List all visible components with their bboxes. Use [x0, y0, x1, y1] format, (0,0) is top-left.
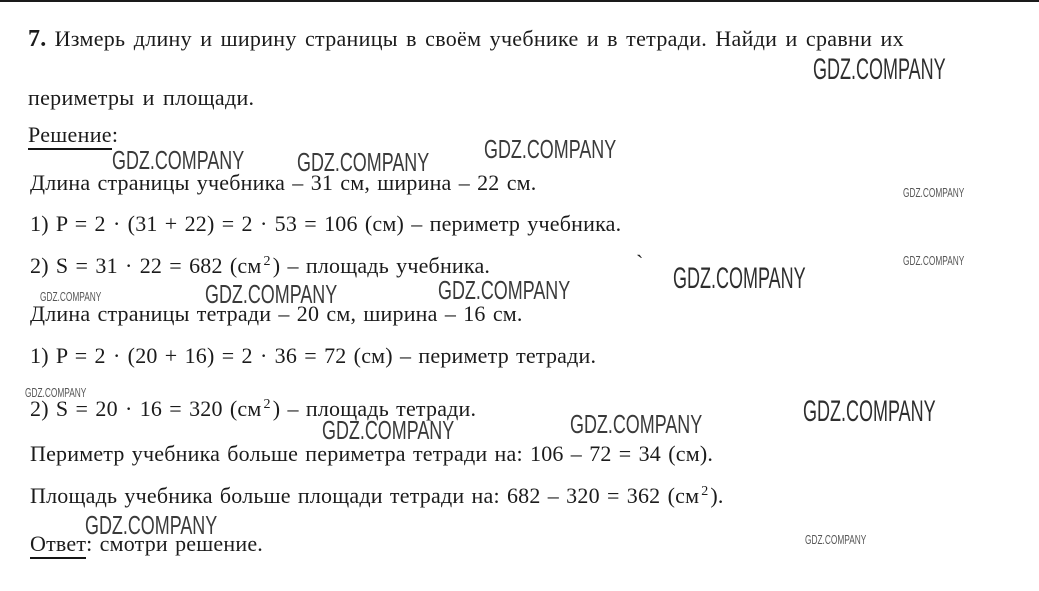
watermark: GDZ.COMPANY [570, 409, 703, 439]
problem-text-1: Измерь длину и ширину страницы в своём учебнике и в тетради. Найди и сравни их [54, 26, 904, 51]
problem-statement-line-1 [28, 26, 904, 52]
solution-line-text: 2) S = 20 · 16 = 320 (см [30, 396, 262, 421]
watermark: GDZ.COMPANY [322, 415, 455, 445]
solution-line-1 [30, 170, 537, 196]
watermark: GDZ.COMPANY [673, 262, 806, 295]
solution-line-text: 1) P = 2 · (20 + 16) = 2 · 36 = 72 (см) – периметр тетради. [30, 343, 597, 368]
problem-text-2: периметры и площади. [28, 85, 255, 110]
watermark: GDZ.COMPANY [40, 289, 102, 304]
watermark: GDZ.COMPANY [903, 185, 965, 200]
problem-number: 7. [28, 26, 47, 52]
scan-edge-line [0, 0, 1039, 2]
solution-line-text: Длина страницы учебника – 31 см, ширина – 22 см. [30, 170, 537, 195]
watermark: GDZ.COMPANY [85, 510, 218, 540]
solution-label: Решение [28, 122, 112, 150]
watermark: GDZ.COMPANY [438, 275, 571, 305]
watermark: GDZ.COMPANY [813, 53, 946, 86]
solution-line-text: Периметр учебника больше периметра тетради на: 106 – 72 = 34 (см). [30, 441, 714, 466]
watermark: GDZ.COMPANY [484, 134, 617, 164]
superscript: 2 [701, 484, 709, 499]
watermark: GDZ.COMPANY [903, 253, 965, 268]
solution-colon: : [111, 122, 119, 147]
answer-text: : смотри решение. [86, 531, 263, 556]
solution-line-text: ) – площадь учебника. [272, 253, 491, 278]
solution-line-text: Площадь учебника больше площади тетради на: 682 – 320 = 362 (см [30, 483, 700, 508]
watermark: GDZ.COMPANY [112, 145, 245, 175]
answer-label: Ответ [30, 531, 86, 559]
solution-line-text: Длина страницы тетради – 20 см, ширина – 16 см. [30, 301, 523, 326]
watermark: GDZ.COMPANY [25, 385, 87, 400]
solution-line-text: 2) S = 31 · 22 = 682 (см [30, 253, 262, 278]
watermark: GDZ.COMPANY [297, 147, 430, 177]
stray-mark: ` [636, 250, 644, 275]
solution-line-text: 1) P = 2 · (31 + 22) = 2 · 53 = 106 (см) – периметр учебника. [30, 211, 622, 236]
solution-line-text: ) – площадь тетради. [272, 396, 477, 421]
problem-statement-line-2 [28, 85, 254, 111]
watermark: GDZ.COMPANY [205, 279, 338, 309]
superscript: 2 [263, 397, 271, 412]
solution-line-5 [30, 343, 596, 369]
watermark: GDZ.COMPANY [803, 395, 936, 428]
solution-line-text: ). [710, 483, 724, 508]
superscript: 2 [263, 254, 271, 269]
watermark: GDZ.COMPANY [805, 532, 867, 547]
solution-line-8 [30, 483, 724, 513]
solution-line-2 [30, 211, 621, 237]
solution-heading [28, 122, 118, 148]
